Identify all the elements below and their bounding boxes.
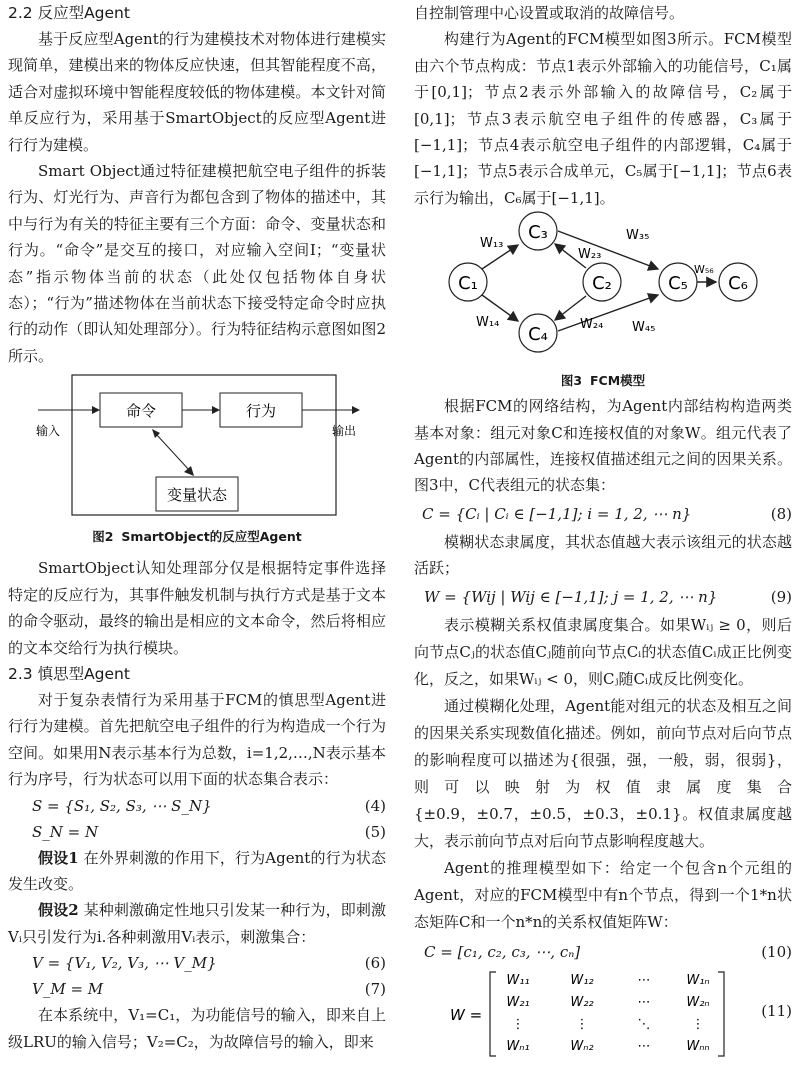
paragraph: 自控制管理中心设置或取消的故障信号。 (414, 4, 685, 22)
matrix-cell: W₁ₙ (686, 972, 710, 988)
node-c3-label: C₃ (528, 222, 548, 244)
weight-w24-label: W₂₄ (580, 317, 604, 333)
equation-4 (8, 793, 386, 819)
paragraph: 通过模糊化处理，Agent能对组元的状态及相互之间的因果关系实现数值化描述。例如，前向节点对后向节点的影响程度可以描述为{很强，强，一般，弱，很弱}，则可以映射为权值隶属度集合{±0.9，±0.7，±0.5，±0.3，±0.1}。权值隶属度越大，表示前向节点对后向节点影响程度越大。 (414, 696, 792, 850)
matrix-cell: ⋯ (637, 994, 651, 1010)
equation-number: (11) (761, 1001, 792, 1020)
figure-2-caption (8, 527, 386, 547)
assumption-text: 某种刺激确定性地只引发某一种行为，即刺激Vᵢ只引发行为i.各种刺激用Vᵢ表示，刺激集合： (8, 901, 387, 946)
node-c4-label: C₄ (528, 324, 548, 346)
smartobject-diagram (8, 369, 386, 549)
fcm-diagram (414, 211, 792, 371)
assumption-head: 假设2 (38, 901, 79, 920)
paragraph: 基于反应型Agent的行为建模技术对物体进行建模实现简单，建模出来的物体反应快速，但其智能程度不高，适合对虚拟环境中智能程度较低的物体建模。本文针对简单反应行为，采用基于SmartObject的反应型Agent进行行为建模。 (8, 30, 386, 154)
equation-number: (7) (364, 980, 386, 999)
equation-6 (8, 950, 386, 976)
equation-body: V_M = M (32, 980, 104, 999)
matrix-cell: W₁₁ (506, 972, 530, 988)
equation-5 (8, 819, 386, 845)
output-label: 输出 (331, 424, 357, 439)
paragraph: 模糊状态隶属度，其状态值越大表示该组元的状态越活跃； (414, 532, 792, 578)
weight-w23-label: W₂₃ (578, 247, 602, 263)
paragraph: SmartObject认知处理部分仅是根据特定事件选择特定的反应行为，其事件触发机制与执行方式是基于文本的命令驱动，最终的输出是相应的文本命令，然后将相应的文本交给行为执行模块。 (8, 559, 386, 657)
figure-2-number: 图2 (92, 529, 114, 545)
equation-number: (10) (761, 942, 792, 961)
equation-8 (414, 499, 792, 529)
matrix-cell: Wₙₙ (686, 1038, 710, 1054)
figure-3-caption (414, 371, 792, 391)
matrix-cell: ⋱ (637, 1016, 651, 1032)
matrix-cell: ⋯ (637, 972, 651, 988)
state-box-label: 变量状态 (166, 486, 228, 505)
assumption-1 (8, 845, 386, 898)
right-column (414, 0, 792, 1060)
section-2-3-title: 2.3 慎思型Agent (8, 664, 130, 683)
weight-w35-label: W₃₅ (626, 228, 650, 244)
paragraph: Agent的推理模型如下：给定一个包含n个元组的Agent，对应的FCM模型中有n个节点，得到一个1*n状态矩阵C和一个n*n的关系权值矩阵W： (414, 858, 792, 931)
figure-3 (414, 211, 792, 393)
equation-body: V = {V₁, V₂, V₃, ⋯ V_M} (32, 954, 217, 973)
equation-number: (4) (364, 796, 386, 815)
equation-11 (414, 968, 792, 1060)
equation-body: C = {Cᵢ | Cᵢ ∈ [−1,1]; i = 1, 2, ⋯ n} (422, 504, 692, 523)
paragraph: 表示模糊关系权值隶属度集合。如果Wᵢⱼ ≥ 0，则后向节点Cⱼ的状态值Cⱼ随前向节点Cᵢ的状态值Cᵢ成正比例变化，反之，如果Wᵢⱼ < 0，则Cⱼ随Cᵢ成反比例变化。 (414, 615, 792, 688)
section-2-2-title: 2.2 反应型Agent (8, 4, 130, 22)
equation-number: (6) (364, 954, 386, 973)
weight-w13-label: W₁₃ (480, 236, 504, 252)
command-box-label: 命令 (125, 402, 157, 421)
figure-3-title: FCM模型 (590, 373, 646, 389)
equation-7 (8, 976, 386, 1002)
equation-number: (8) (770, 504, 792, 523)
weight-w14-label: W₁₄ (476, 315, 500, 331)
matrix-cell: ⋯ (637, 1038, 651, 1054)
matrix-cell: ⋮ (691, 1016, 705, 1032)
matrix-cell: Wₙ₁ (506, 1038, 530, 1054)
input-label: 输入 (35, 424, 61, 439)
weight-w45-label: W₄₅ (632, 320, 656, 336)
paragraph: 构建行为Agent的FCM模型如图3所示。FCM模型由六个节点构成：节点1表示外部输入的功能信号，C₁属于[0,1]；节点2表示外部输入的故障信号，C₂属于[0,1]；节点3表示航空电子组件的传感器，C₃属于[−1,1]；节点4表示航空电子组件的内部逻辑，C₄属于[−1,1]；节点5表示合成单元，C₅属于[−1,1]；节点6表示行为输出，C₆属于[−1,1]。 (414, 30, 792, 207)
paragraph: 在本系统中，V₁=C₁，为功能信号的输入，即来自上级LRU的输入信号；V₂=C₂，为故障信号的输入，即来 (8, 1006, 386, 1051)
matrix-cell: W₂₂ (570, 994, 594, 1010)
paragraph: 对于复杂表情行为采用基于FCM的慎思型Agent进行行为建模。首先把航空电子组件的行为构造成一个行为空间。如果用N表示基本行为总数，i=1,2,…,N表示基本行为序号，行为状态可以用下面的状态集合表示： (8, 690, 386, 789)
equation-body: W = {Wij | Wij ∈ [−1,1]; j = 1, 2, ⋯ n} (424, 587, 718, 606)
equation-number: (9) (770, 587, 792, 606)
node-c1-label: C₁ (458, 273, 478, 295)
paragraph: Smart Object通过特征建模把航空电子组件的拆装行为、灯光行为、声音行为都包含到了物体的描述中，其中与行为有关的特征主要有三个方面：命令、变量状态和行为。“命令”是交互的接口，对应输入空间I；“变量状态”指示物体当前的状态（此处仅包括物体自身状态）；“行为”描述物体在当前状态下接受特定命令时应执行的动作（即认知处理部分）。行为特征结构示意图如图2所示。 (8, 162, 386, 365)
node-c5-label: C₅ (668, 273, 688, 295)
equation-10 (414, 936, 792, 968)
matrix-cell: ⋮ (511, 1016, 525, 1032)
matrix-cell: W₂ₙ (686, 994, 710, 1010)
matrix-cell: W₂₁ (506, 994, 530, 1010)
matrix-cell: W₁₂ (570, 972, 594, 988)
node-c2-label: C₂ (592, 273, 612, 295)
equation-body: S_N = N (32, 822, 99, 841)
weight-matrix (414, 968, 792, 1060)
equation-9 (414, 582, 792, 612)
matrix-lhs: W = (450, 1005, 483, 1024)
figure-3-number: 图3 (560, 373, 583, 389)
behavior-box-label: 行为 (245, 402, 277, 421)
figure-2-title: SmartObject的反应型Agent (121, 529, 302, 545)
assumption-2 (8, 897, 386, 950)
equation-body: C = [c₁, c₂, c₃, ⋯, cₙ] (424, 942, 581, 961)
equation-body: S = {S₁, S₂, S₃, ⋯ S_N} (32, 796, 212, 815)
assumption-head: 假设1 (38, 848, 79, 867)
assumption-text: 在外界刺激的作用下，行为Agent的行为状态发生改变。 (8, 848, 386, 893)
paragraph: 根据FCM的网络结构，为Agent内部结构构造两类基本对象：组元对象C和连接权值的对象W。组元代表了Agent的内部属性，连接权值描述组元之间的因果关系。图3中，C代表组元的状态集： (414, 397, 792, 495)
equation-number: (5) (364, 822, 386, 841)
node-c6-label: C₆ (728, 273, 748, 295)
matrix-cell: Wₙ₂ (570, 1038, 594, 1054)
left-column (8, 0, 386, 1055)
weight-w56-label: W₅₆ (694, 263, 714, 277)
figure-2 (8, 369, 386, 549)
matrix-cell: ⋮ (575, 1016, 589, 1032)
